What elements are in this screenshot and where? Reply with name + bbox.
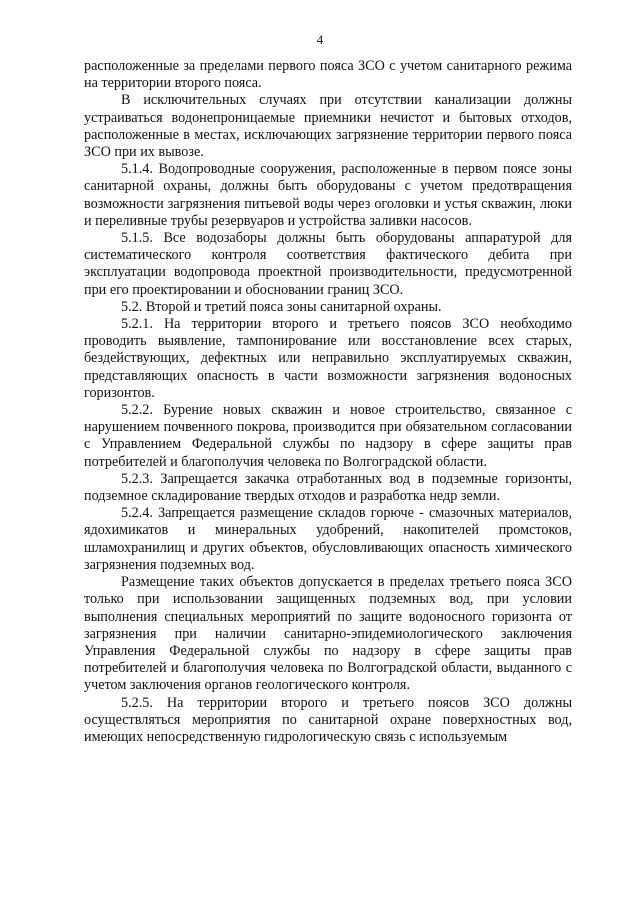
paragraph: расположенные за пределами первого пояса ЗСО с учетом санитарного режима на территории второго пояса.: [84, 58, 572, 92]
paragraph: Размещение таких объектов допускается в пределах третьего пояса ЗСО только при использовании защищенных подземных вод, при условии выполнения специальных мероприятий по защите водоносного горизонта от загрязнения при наличии санитарно-эпидемиологического заключения Управления Федеральной службы по надзору в сфере защиты прав потребителей и благополучия человека по Волгоградской области, выданного с учетом заключения органов геологического контроля.: [84, 574, 572, 694]
paragraph: В исключительных случаях при отсутствии канализации должны устраиваться водонепроницаемые приемники нечистот и бытовых отходов, расположенные в местах, исключающих загрязнение территории первого пояса ЗСО при их вывозе.: [84, 92, 572, 161]
paragraph-5-2-5: 5.2.5. На территории второго и третьего поясов ЗСО должны осуществляться мероприятия по санитарной охране поверхностных вод, имеющих непосредственную гидрологическую связь с используемым: [84, 694, 572, 745]
page-number: 4: [316, 32, 324, 47]
paragraph-5-1-4: 5.1.4. Водопроводные сооружения, расположенные в первом поясе зоны санитарной охраны, должны быть оборудованы с учетом предотвращения возможности загрязнения питьевой воды через оголовки и устья скважин, люки и переливные трубы резервуаров и устройства заливки насосов.: [84, 161, 572, 229]
paragraph-5-2-2: 5.2.2. Бурение новых скважин и новое строительство, связанное с нарушением почвенного покрова, производится при обязательном согласовании с Управлением Федеральной службы по надзору в сфере защиты прав потребителей и благополучия человека по Волгоградской области.: [84, 402, 572, 470]
paragraph-5-2-3: 5.2.3. Запрещается закачка отработанных вод в подземные горизонты, подземное складирование твердых отходов и разработка недр земли.: [84, 470, 572, 505]
paragraph-5-2-1: 5.2.1. На территории второго и третьего поясов ЗСО необходимо проводить выявление, тампонирование или восстановление всех старых, бездействующих, дефектных или неправильно эксплуатируемых скважин, представляющих опасность в части возможности загрязнения водоносных горизонтов.: [84, 316, 572, 401]
paragraph-5-1-5: 5.1.5. Все водозаборы должны быть оборудованы аппаратурой для систематического контроля соответствия фактического дебита при эксплуатации водопровода проектной производительности, предусмотренной при его проектировании и обосновании границ ЗСО.: [84, 230, 572, 298]
document-body: [84, 58, 572, 746]
paragraph-5-2-4: 5.2.4. Запрещается размещение складов горюче - смазочных материалов, ядохимикатов и минеральных удобрений, накопителей промстоков, шламохранилищ и других объектов, обусловливающих опасность химического загрязнения подземных вод.: [84, 505, 572, 573]
section-heading-5-2: 5.2. Второй и третий пояса зоны санитарной охраны.: [121, 298, 442, 315]
